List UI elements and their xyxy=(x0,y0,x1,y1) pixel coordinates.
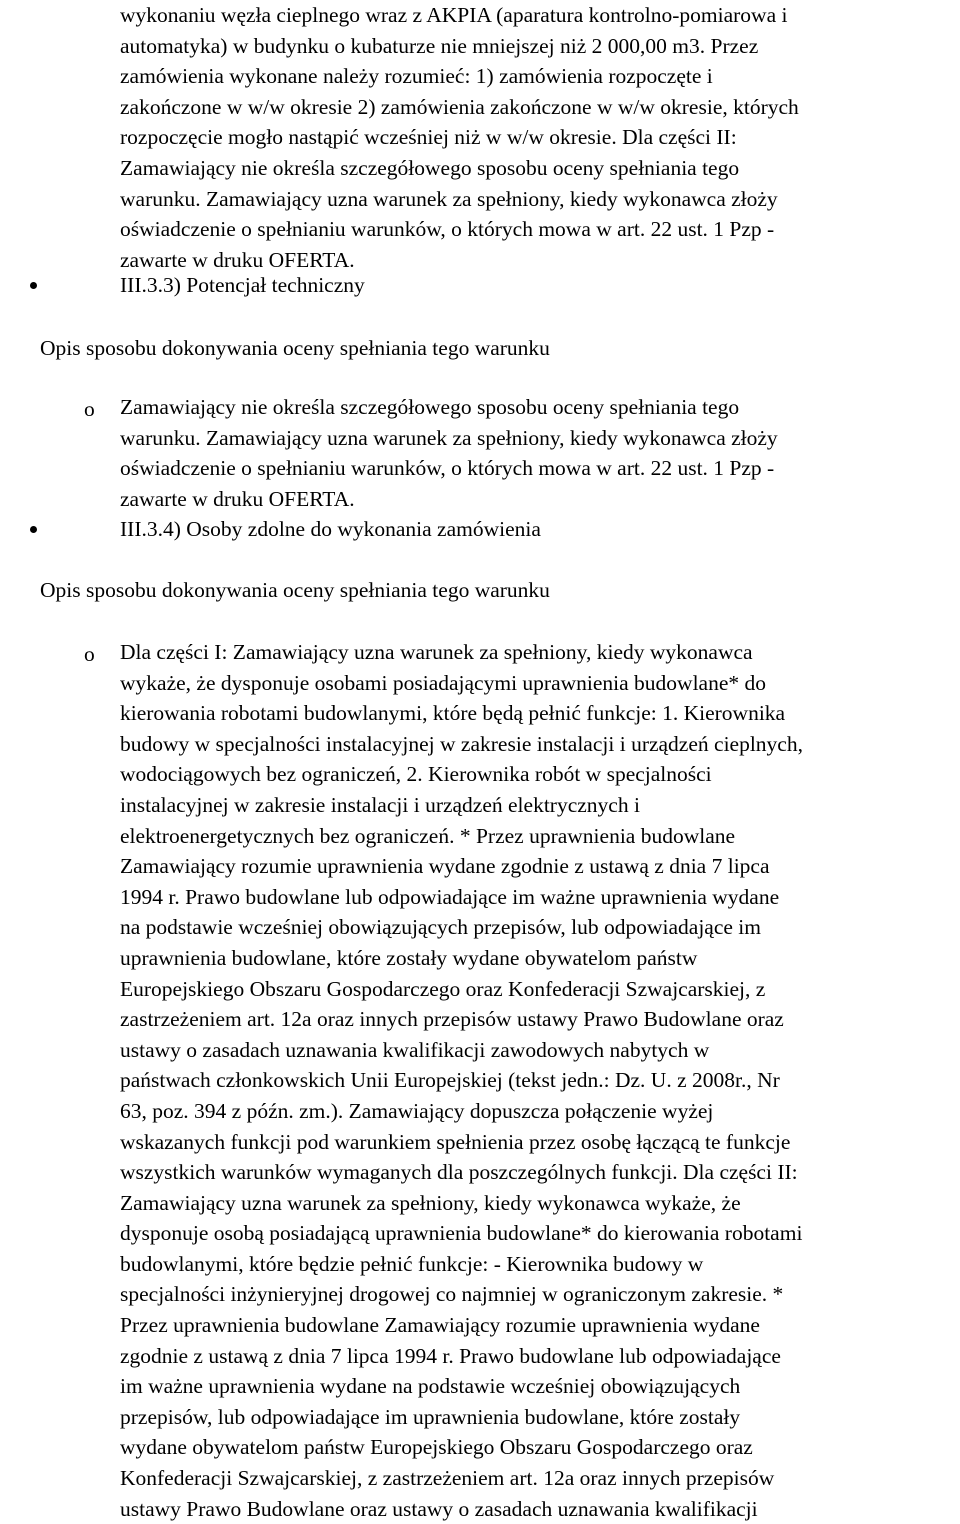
text-line: Zamawiający rozumie uprawnienia wydane zgodnie z ustawą z dnia 7 lipca xyxy=(120,854,770,879)
text-line: ustawy o zasadach uznawania kwalifikacji zawodowych nabytych w xyxy=(120,1037,710,1062)
text-line: wskazanych funkcji pod warunkiem spełnienia przez osobę łączącą te funkcje xyxy=(120,1129,791,1154)
text-line: zawarte w druku OFERTA. xyxy=(120,486,355,511)
text-line: Zamawiający uzna warunek za spełniony, kiedy wykonawca wykaże, że xyxy=(120,1190,741,1215)
text-line: warunku. Zamawiający uzna warunek za spełniony, kiedy wykonawca złoży xyxy=(120,186,778,211)
text-line: Dla części I: Zamawiający uzna warunek za spełniony, kiedy wykonawca xyxy=(120,640,753,664)
section-heading-osoby-zdolne: III.3.4) Osoby zdolne do wykonania zamówienia xyxy=(120,517,541,541)
text-line: specjalności inżynieryjnej drogowej co najmniej w ograniczonym zakresie. * xyxy=(120,1282,784,1307)
text-line: zgodnie z ustawą z dnia 7 lipca 1994 r. Prawo budowlane lub odpowiadające xyxy=(120,1343,781,1368)
bullet-circle-icon: o xyxy=(84,642,95,666)
text-line: budowy w specjalności instalacyjnej w zakresie instalacji i urządzeń cieplnych, xyxy=(120,731,803,756)
text-line: Zamawiający nie określa szczegółowego sposobu oceny spełniania tego xyxy=(120,155,740,180)
text-line: im ważne uprawnienia wydane na podstawie wcześniej obowiązujących xyxy=(120,1374,741,1399)
text-line: Przez uprawnienia budowlane Zamawiający rozumie uprawnienia wydane xyxy=(120,1313,760,1338)
text-line: wodociągowych bez ograniczeń, 2. Kierownika robót w specjalności xyxy=(120,762,712,787)
section-heading-potencjal-techniczny: III.3.3) Potencjał techniczny xyxy=(120,273,365,297)
text-line: 1994 r. Prawo budowlane lub odpowiadające im ważne uprawnienia wydane xyxy=(120,884,780,909)
text-line: zastrzeżeniem art. 12a oraz innych przepisów ustawy Prawo Budowlane oraz xyxy=(120,1007,784,1032)
text-line: państwach członkowskich Unii Europejskiej (tekst jedn.: Dz. U. z 2008r., Nr xyxy=(120,1068,780,1093)
text-line: oświadczenie o spełnianiu warunków, o których mowa w art. 22 ust. 1 Pzp - xyxy=(120,217,775,242)
text-line: zakończone w w/w okresie 2) zamówienia zakończone w w/w okresie, których xyxy=(120,94,799,119)
bullet-dot-icon xyxy=(30,526,37,533)
text-line: Europejskiego Obszaru Gospodarczego oraz Konfederacji Szwajcarskiej, z xyxy=(120,976,766,1001)
text-line: kierowania robotami budowlanymi, które będą pełnić funkcje: 1. Kierownika xyxy=(120,701,786,726)
text-line: wykonaniu węzła cieplnego wraz z AKPIA (aparatura kontrolno-pomiarowa i xyxy=(120,3,788,27)
text-line: zawarte w druku OFERTA. xyxy=(120,247,355,272)
bullet-dot-icon xyxy=(30,282,37,289)
text-line: 63, poz. 394 z późn. zm.). Zamawiający dopuszcza połączenie wyżej xyxy=(120,1098,714,1123)
text-line: ustawy Prawo Budowlane oraz ustawy o zasadach uznawania kwalifikacji xyxy=(120,1496,758,1521)
text-line: przepisów, lub odpowiadające im uprawnienia budowlane, które zostały xyxy=(120,1404,741,1429)
text-line: Zamawiający nie określa szczegółowego sposobu oceny spełniania tego xyxy=(120,395,740,419)
text-line: na podstawie wcześniej obowiązujących przepisów, lub odpowiadające im xyxy=(120,915,761,940)
text-line: rozpoczęcie mogło nastąpić wcześniej niż w w/w okresie. Dla części II: xyxy=(120,125,737,150)
text-line: instalacyjnej w zakresie instalacji i urządzeń elektrycznych i xyxy=(120,792,640,817)
section-subheading-opis: Opis sposobu dokonywania oceny spełniania tego warunku xyxy=(40,336,550,360)
text-line: wszystkich warunków wymaganych dla poszczególnych funkcji. Dla części II: xyxy=(120,1160,798,1185)
text-line: elektroenergetycznych bez ograniczeń. * Przez uprawnienia budowlane xyxy=(120,823,736,848)
bullet-circle-icon: o xyxy=(84,397,95,421)
section-333-paragraph xyxy=(120,392,956,514)
text-line: uprawnienia budowlane, które zostały wydane obywatelom państw xyxy=(120,945,698,970)
section-subheading-opis: Opis sposobu dokonywania oceny spełniania tego warunku xyxy=(40,578,550,602)
text-line: budowlanymi, które będzie pełnić funkcje: - Kierownika budowy w xyxy=(120,1251,704,1276)
section-334-paragraph xyxy=(120,637,956,1524)
text-line: wydane obywatelom państw Europejskiego Obszaru Gospodarczego oraz xyxy=(120,1435,753,1460)
text-line: wykaże, że dysponuje osobami posiadającymi uprawnienia budowlane* do xyxy=(120,670,767,695)
text-line: zamówienia wykonane należy rozumieć: 1) zamówienia rozpoczęte i xyxy=(120,64,713,89)
text-line: warunku. Zamawiający uzna warunek za spełniony, kiedy wykonawca złoży xyxy=(120,425,778,450)
text-line: oświadczenie o spełnianiu warunków, o których mowa w art. 22 ust. 1 Pzp - xyxy=(120,456,775,481)
continuation-paragraph xyxy=(120,0,956,275)
text-line: Konfederacji Szwajcarskiej, z zastrzeżeniem art. 12a oraz innych przepisów xyxy=(120,1466,775,1491)
text-line: dysponuje osobą posiadającą uprawnienia budowlane* do kierowania robotami xyxy=(120,1221,803,1246)
text-line: automatyka) w budynku o kubaturze nie mniejszej niż 2 000,00 m3. Przez xyxy=(120,33,759,58)
